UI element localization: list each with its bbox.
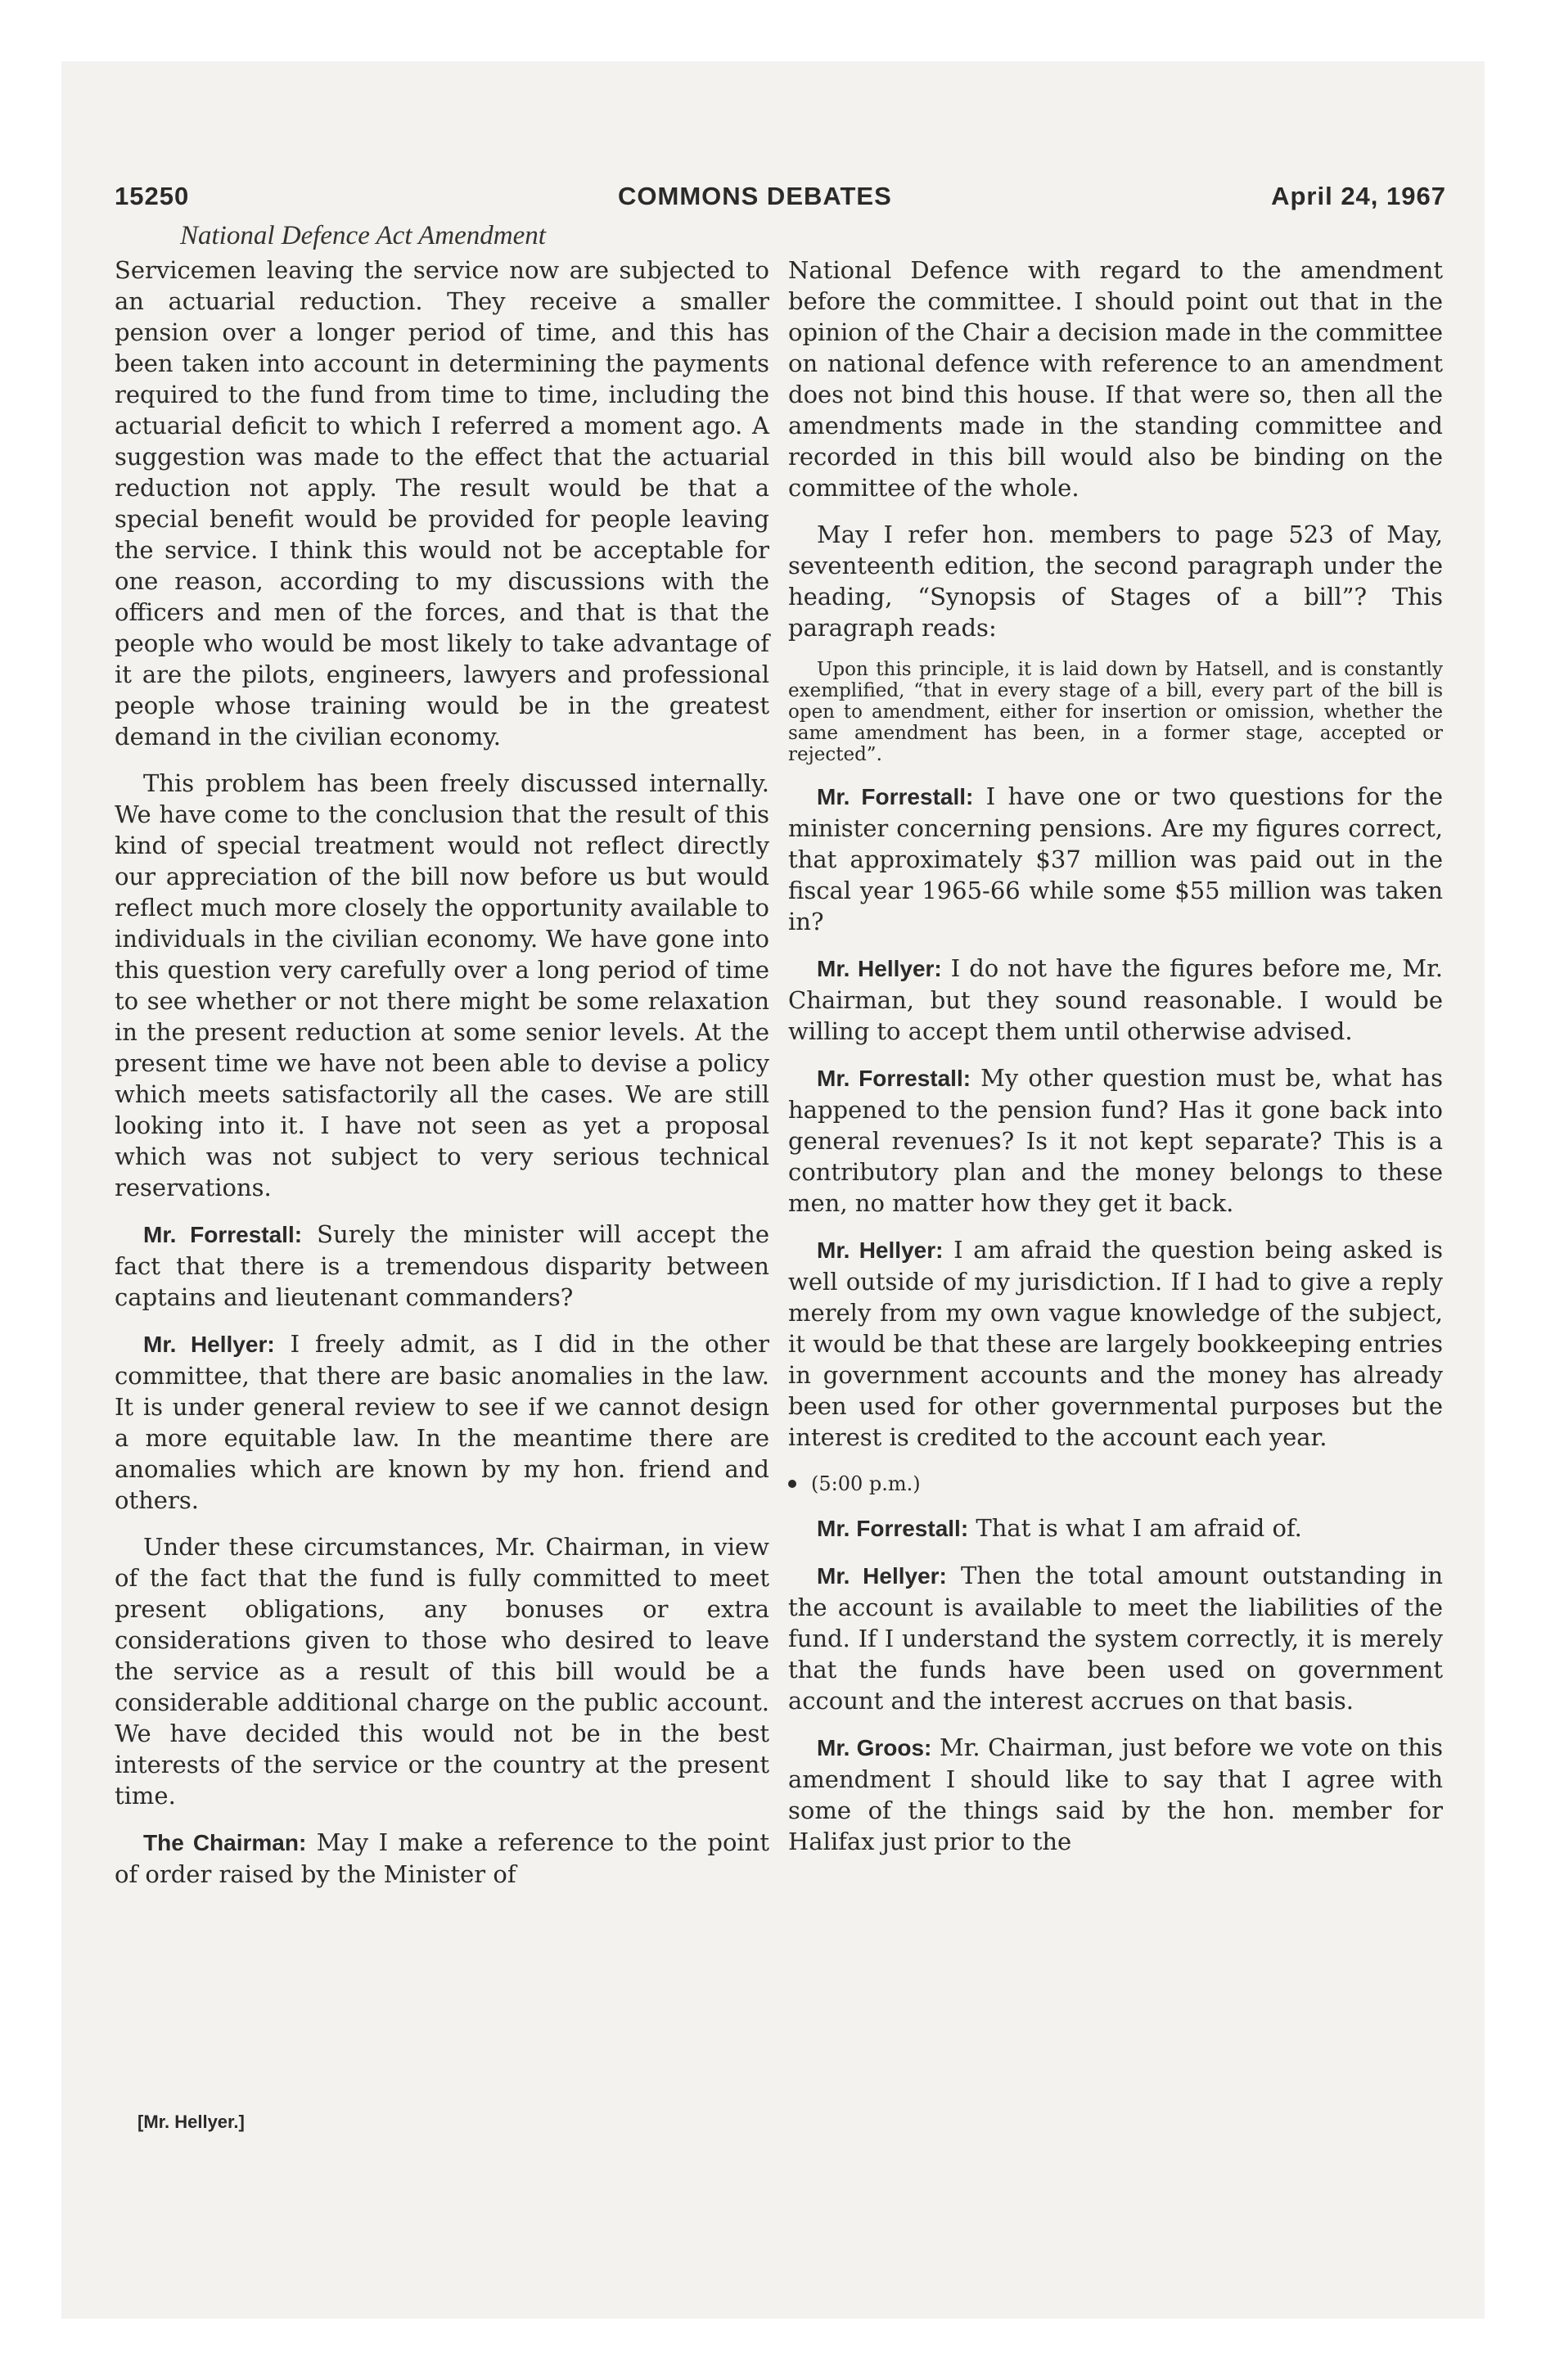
speech: Mr. Hellyer: I am afraid the question being asked is well outside of my jurisdiction. If I had to give a reply merely from my own vague knowledge of the subject, it would be that these are largely bookkeeping entries in government accounts and the money has already been used for other governmental purposes but the interest is credited to the account each year. <box>788 1236 1443 1451</box>
time-marker: (5:00 p.m.) <box>788 1468 1443 1499</box>
speech: Mr. Hellyer: I do not have the figures before me, Mr. Chairman, but they sound reasonable. I would be willing to accept them until otherwise advised. <box>788 954 1444 1045</box>
speaker-name: Mr. Hellyer: <box>817 1563 947 1589</box>
speech: Mr. Hellyer: I freely admit, as I did in the other committee, that there are basic anomalies in the law. It is under general review to see if we cannot design a more equitable law. In the meantime there are anomalies which are known by my hon. friend and others. <box>115 1330 770 1514</box>
speech: Mr. Hellyer: Then the total amount outstanding in the account is available to meet the liabilities of the fund. If I understand the system correctly, it is merely that the funds have been used on government account and the interest accrues on that basis. <box>788 1562 1444 1715</box>
speaker-name: The Chairman: <box>143 1830 307 1855</box>
bullet-icon <box>788 1480 796 1488</box>
page-number: 15250 <box>115 182 190 210</box>
speech: Mr. Forrestall: That is what I am afraid of. <box>817 1514 1302 1542</box>
running-head <box>115 182 1446 214</box>
speech: The Chairman: May I make a reference to the point of order raised by the Minister of <box>115 1828 770 1888</box>
speech: Mr. Forrestall: I have one or two questions for the minister concerning pensions. Are my figures correct, that approximately $37 million was paid out in the fiscal year 1965-66 while some $55 million was taken in? <box>788 782 1443 935</box>
speaker-name: Mr. Groos: <box>817 1735 932 1760</box>
paragraph: Servicemen leaving the service now are subjected to an actuarial reduction. They receive a smaller pension over a longer period of time, and this has been taken into account in determining the payments required to the fund from time to time, including the actuarial deficit to which I referred a moment ago. A suggestion was made to the effect that the actuarial reduction not apply. The result would be that a special benefit would be provided for people leaving the service. I think this would not be acceptable for one reason, according to my discussions with the officers and men of the forces, and that is that the people who would be most likely to take advantage of it are the pilots, engineers, lawyers and professional people whose training would be in the greatest demand in the civilian economy. <box>115 256 769 751</box>
speaker-name: Mr. Forrestall: <box>817 1066 971 1091</box>
speech: Mr. Groos: Mr. Chairman, just before we vote on this amendment I should like to say that I agree with some of the things said by the hon. member for Halifax just prior to the <box>788 1733 1444 1855</box>
paragraph: Under these circumstances, Mr. Chairman, in view of the fact that the fund is fully committed to meet present obligations, any bonuses or extra considerations given to those who desired to leave the service as a result of this bill would be a considerable additional charge on the public account. We have decided this would not be in the best interests of the service or the country at the present time. <box>115 1533 769 1810</box>
speaker-name: Mr. Forrestall: <box>817 1516 969 1541</box>
publication-date: April 24, 1967 <box>1271 182 1446 210</box>
speaker-name: Mr. Forrestall: <box>817 784 974 809</box>
paragraph: National Defence with regard to the amendment before the committee. I should point out that in the opinion of the Chair a decision made in the committee on national defence with reference to an amendment does not bind this house. If that were so, then all the amendments made in the standing committee and recorded in this bill would also be binding on the committee of the whole. <box>788 256 1443 502</box>
speaker-name: Mr. Hellyer: <box>817 956 942 981</box>
publication-title: COMMONS DEBATES <box>618 182 892 210</box>
speaker-name: Mr. Hellyer: <box>817 1237 944 1263</box>
right-column <box>788 255 1443 1873</box>
left-column <box>115 255 769 1905</box>
block-quote: Upon this principle, it is laid down by Hatsell, and is constantly exemplified, “that in every stage of a bill, every part of the bill is open to amendment, either for insertion or omission, whether the same amendment has been, in a former stage, accepted or rejected”. <box>788 659 1443 765</box>
speech: Mr. Forrestall: Surely the minister will accept the fact that there is a tremendous disparity between captains and lieutenant commanders? <box>115 1220 769 1311</box>
speaker-name: Mr. Forrestall: <box>143 1222 303 1247</box>
speech: Mr. Forrestall: My other question must be, what has happened to the pension fund? Has it gone back into general revenues? Is it not kept separate? This is a contributory plan and the money belongs to these men, no matter how they get it back. <box>788 1064 1443 1217</box>
speaker-footnote: [Mr. Hellyer.] <box>137 2112 245 2132</box>
speaker-name: Mr. Hellyer: <box>143 1332 275 1357</box>
paragraph: May I refer hon. members to page 523 of May, seventeenth edition, the second paragraph under the heading, “Synopsis of Stages of a bill”? This paragraph reads: <box>788 521 1443 642</box>
paragraph: This problem has been freely discussed internally. We have come to the conclusion that the result of this kind of special treatment would not reflect directly our appreciation of the bill now before us but would reflect much more closely the opportunity available to individuals in the civilian economy. We have gone into this question very carefully over a long period of time to see whether or not there might be some relaxation in the present reduction at some senior levels. At the present time we have not been able to devise a policy which meets satisfactorily all the cases. We are still looking into it. I have not seen as yet a proposal which was not subject to very serious technical reservations. <box>115 769 769 1201</box>
section-subheading: National Defence Act Amendment <box>180 221 546 250</box>
